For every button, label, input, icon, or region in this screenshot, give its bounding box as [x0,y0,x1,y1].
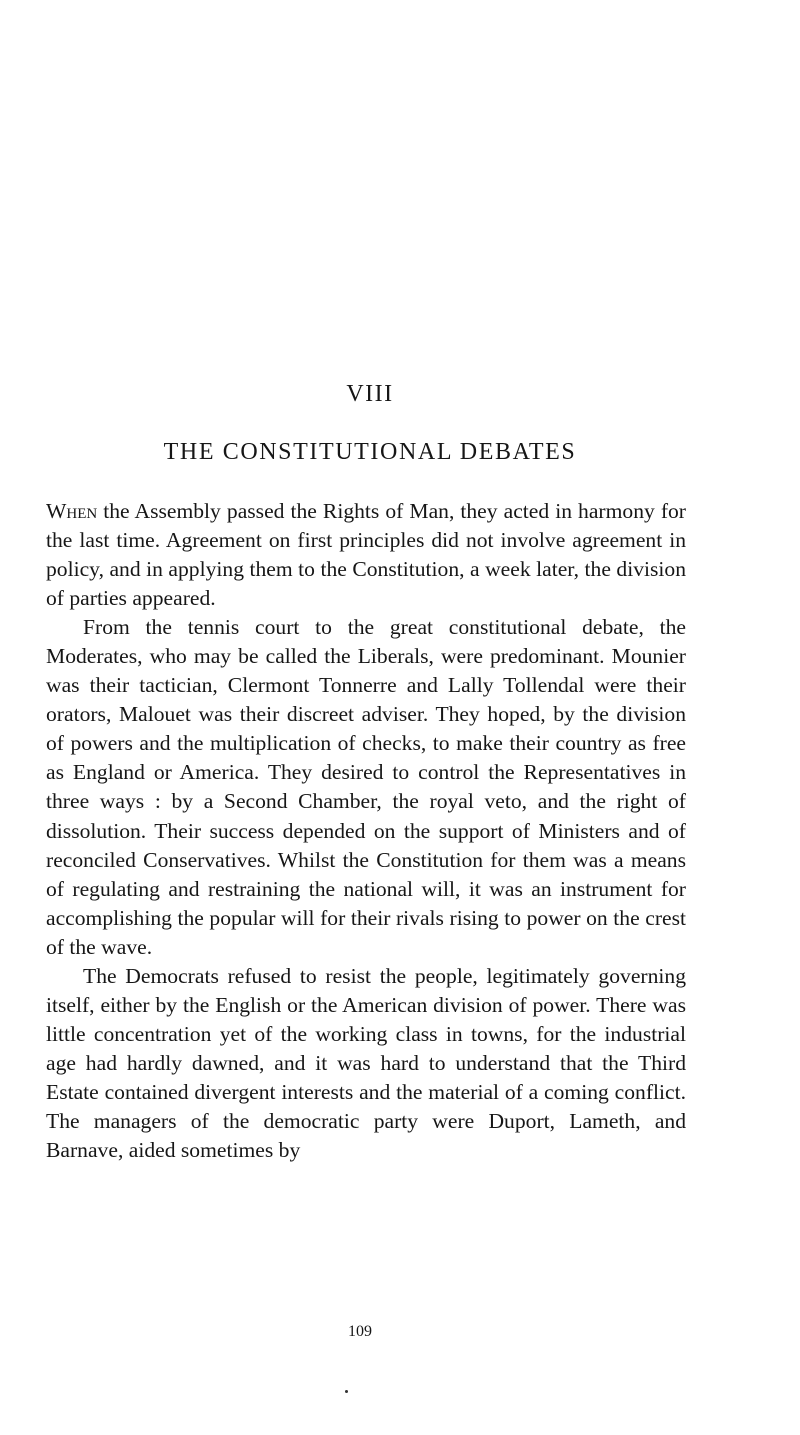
page-number: 109 [348,1323,372,1340]
paragraph-1-text: the Assembly passed the Rights of Man, they acted in harmony for the last time. Agreement on first principles did not involve agreement in policy, and in applying them to the Constitution, a week later, the division of parties appeared. [46,499,686,611]
body-text [46,497,686,1165]
chapter-title: THE CONSTITUTIONAL DEBATES [163,439,577,465]
print-speck [345,1390,348,1393]
paragraph-3: The Democrats refused to resist the people, legitimately governing itself, either by the English or the American division of power. There was little concentration yet of the working class in towns, for the industrial age had hardly dawned, and it was hard to understand that the Third Estate contained divergent interests and the material of a coming conflict. The managers of the democratic party were Duport, Lameth, and Barnave, aided sometimes by [46,963,686,1163]
paragraph-1 [46,497,686,613]
paragraph-lead-word: When [46,499,98,523]
chapter-number: VIII [346,381,394,407]
paragraph-2: From the tennis court to the great constitutional debate, the Moderates, who may be called the Liberals, were predominant. Mounier was their tactician, Clermont Tonnerre and Lally Tollendal were their orators, Malouet was their discreet adviser. They hoped, by the division of powers and the multiplication of checks, to make their country as free as England or America. They desired to control the Representatives in three ways : by a Second Chamber, the royal veto, and the right of dissolution. Their success depended on the support of Ministers and of reconciled Conservatives. Whilst the Constitution for them was a means of regulating and restraining the national will, it was an instrument for accomplishing the popular will for their rivals rising to power on the crest of the wave. [46,615,686,959]
